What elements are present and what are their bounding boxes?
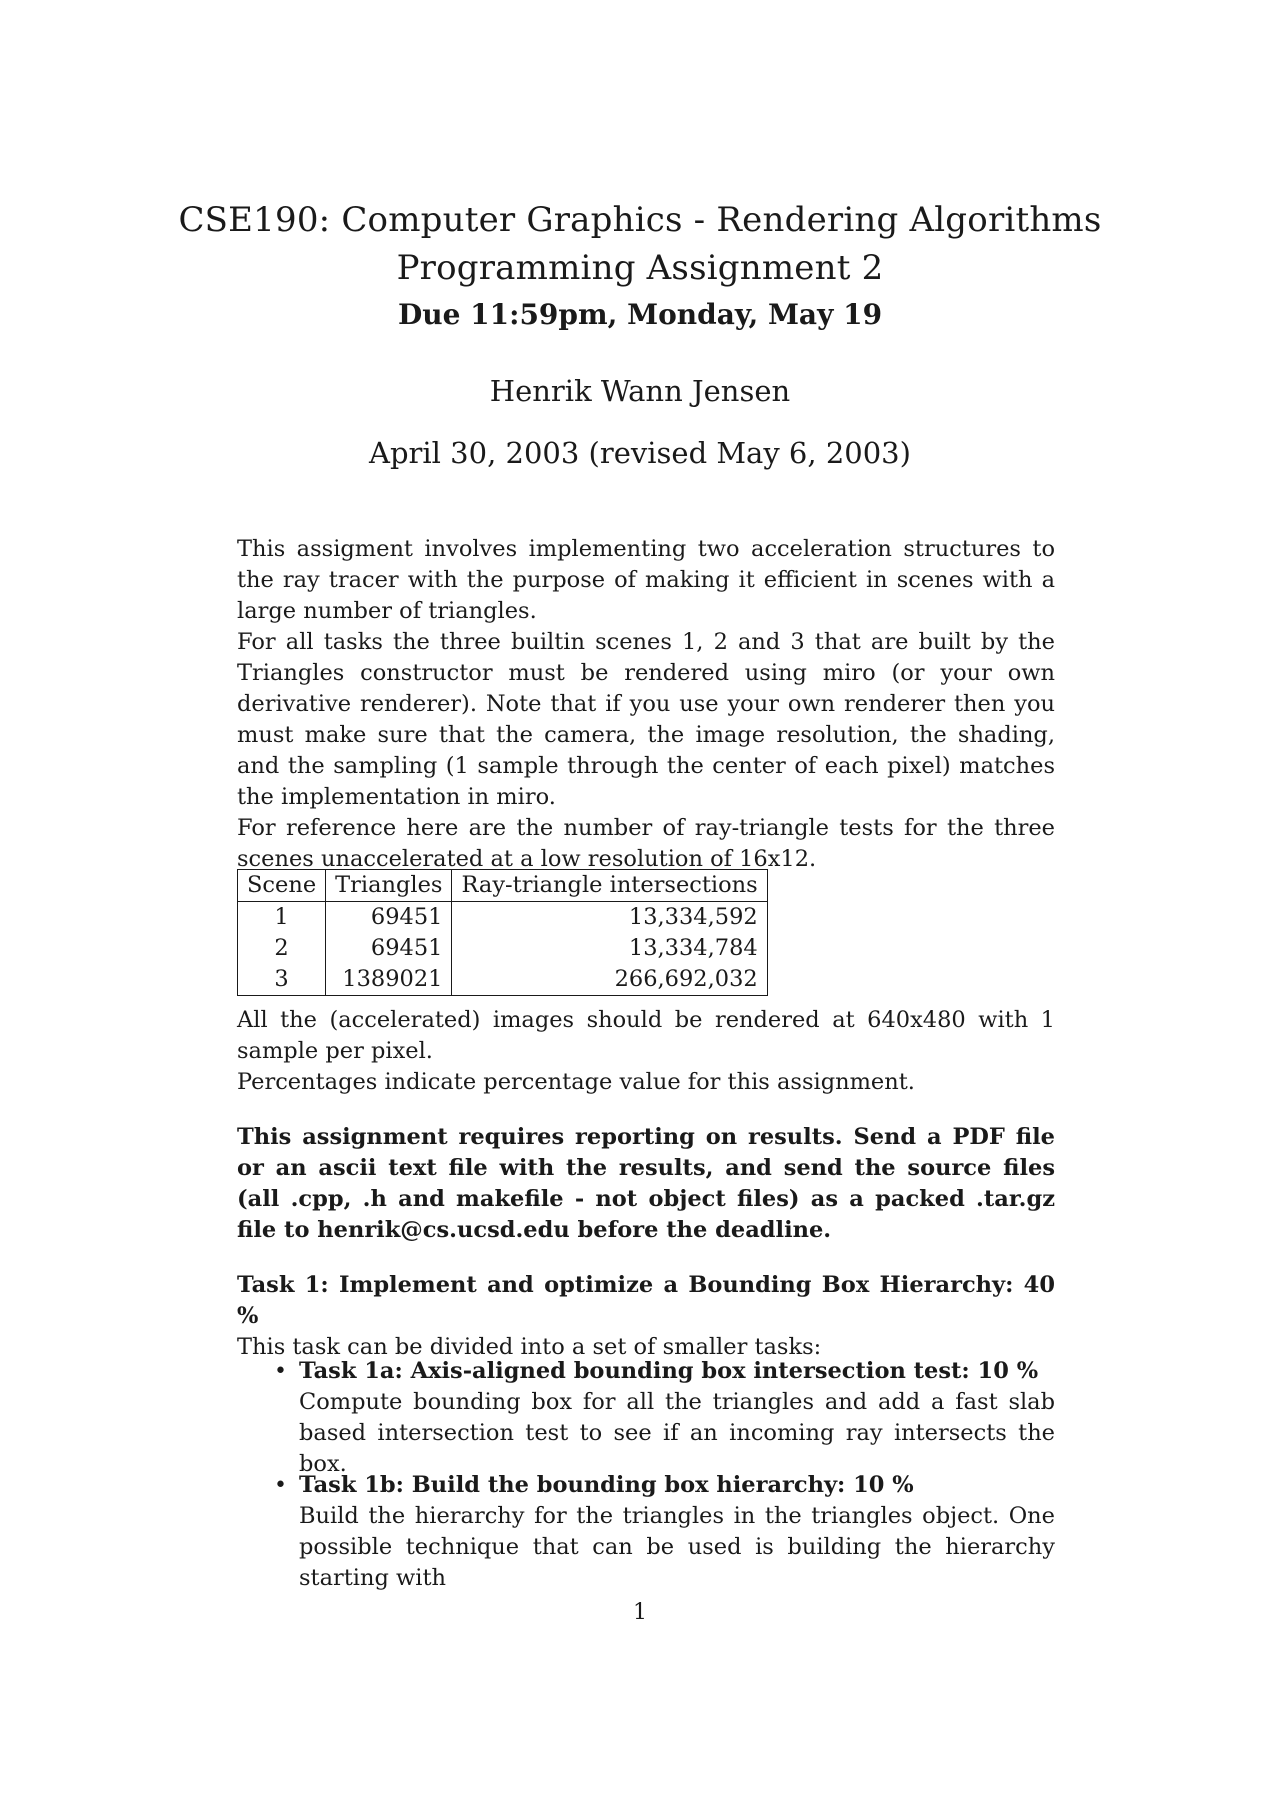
- subtask-text: Build the hierarchy for the triangles in the triangles object. One possible technique that can be used is building the hierarchy starting with: [299, 1503, 1055, 1591]
- title-line-2: Programming Assignment 2: [396, 248, 884, 288]
- cell-scene: 2: [238, 933, 326, 964]
- cell-intersections: 13,334,592: [452, 902, 767, 934]
- header-scene: Scene: [238, 870, 326, 902]
- cell-intersections: 266,692,032: [452, 964, 767, 996]
- bullet-icon: •: [274, 1473, 287, 1498]
- subtask-text: Compute bounding box for all the triangles and add a fast slab based intersection test to see if an incoming ray intersects the box.: [299, 1389, 1055, 1477]
- cell-scene: 1: [238, 902, 326, 934]
- resolution-note: All the (accelerated) images should be rendered at 640x480 with 1 sample per pixel.: [237, 1007, 1055, 1064]
- intro-section: [237, 534, 1055, 875]
- due-date: Due 11:59pm, Monday, May 19: [397, 298, 883, 331]
- table-header-row: [238, 870, 768, 902]
- report-notice: This assignment requires reporting on results. Send a PDF file or an ascii text file with the results, and send the source files (all .cpp, .h and makefile - not object files) as a packed .tar.gz file to henrik@cs.ucsd.edu before the deadline.: [237, 1124, 1055, 1243]
- page-number: 1: [633, 1600, 647, 1625]
- results-table: [237, 869, 768, 996]
- bullet-icon: •: [274, 1359, 287, 1384]
- table-row: [238, 964, 768, 996]
- cell-triangles: 1389021: [326, 964, 452, 996]
- task-1-section: [237, 1270, 1055, 1363]
- intro-paragraph-2: For all tasks the three builtin scenes 1, 2 and 3 that are built by the Triangles constructor must be rendered using miro (or your own derivative renderer). Note that if you use your own renderer then you must make sure that the camera, the image resolution, the shading, and the sampling (1 sample through the center of each pixel) matches the implementation in miro.: [237, 629, 1055, 810]
- header-intersections: Ray-triangle intersections: [452, 870, 767, 902]
- cell-triangles: 69451: [326, 933, 452, 964]
- title-line-1: CSE190: Computer Graphics - Rendering Algorithms: [178, 200, 1102, 240]
- document-date: April 30, 2003 (revised May 6, 2003): [369, 436, 911, 470]
- intro-paragraph-1: This assigment involves implementing two acceleration structures to the ray tracer with the purpose of making it efficient in scenes with a large number of triangles.: [237, 536, 1055, 624]
- percentage-note: Percentages indicate percentage value for this assignment.: [237, 1069, 915, 1095]
- cell-scene: 3: [238, 964, 326, 996]
- cell-triangles: 69451: [326, 902, 452, 934]
- intro-paragraph-3: For reference here are the number of ray-triangle tests for the three scenes unaccelerated at a low resolution of 16x12.: [237, 815, 1055, 872]
- header-triangles: Triangles: [326, 870, 452, 902]
- table-row: [238, 902, 768, 934]
- task-1-description: This task can be divided into a set of smaller tasks:: [237, 1334, 822, 1360]
- author: Henrik Wann Jensen: [489, 374, 791, 408]
- cell-intersections: 13,334,784: [452, 933, 767, 964]
- after-table-section: [237, 1005, 1055, 1098]
- task-1-heading: Task 1: Implement and optimize a Bounding Box Hierarchy: 40 %: [237, 1272, 1055, 1329]
- subtask-heading: Task 1b: Build the bounding box hierarchy: 10 %: [299, 1472, 914, 1498]
- subtask-heading: Task 1a: Axis-aligned bounding box intersection test: 10 %: [299, 1358, 1039, 1384]
- table-row: [238, 933, 768, 964]
- subtask-body: [299, 1470, 1055, 1594]
- subtask-body: [299, 1356, 1055, 1480]
